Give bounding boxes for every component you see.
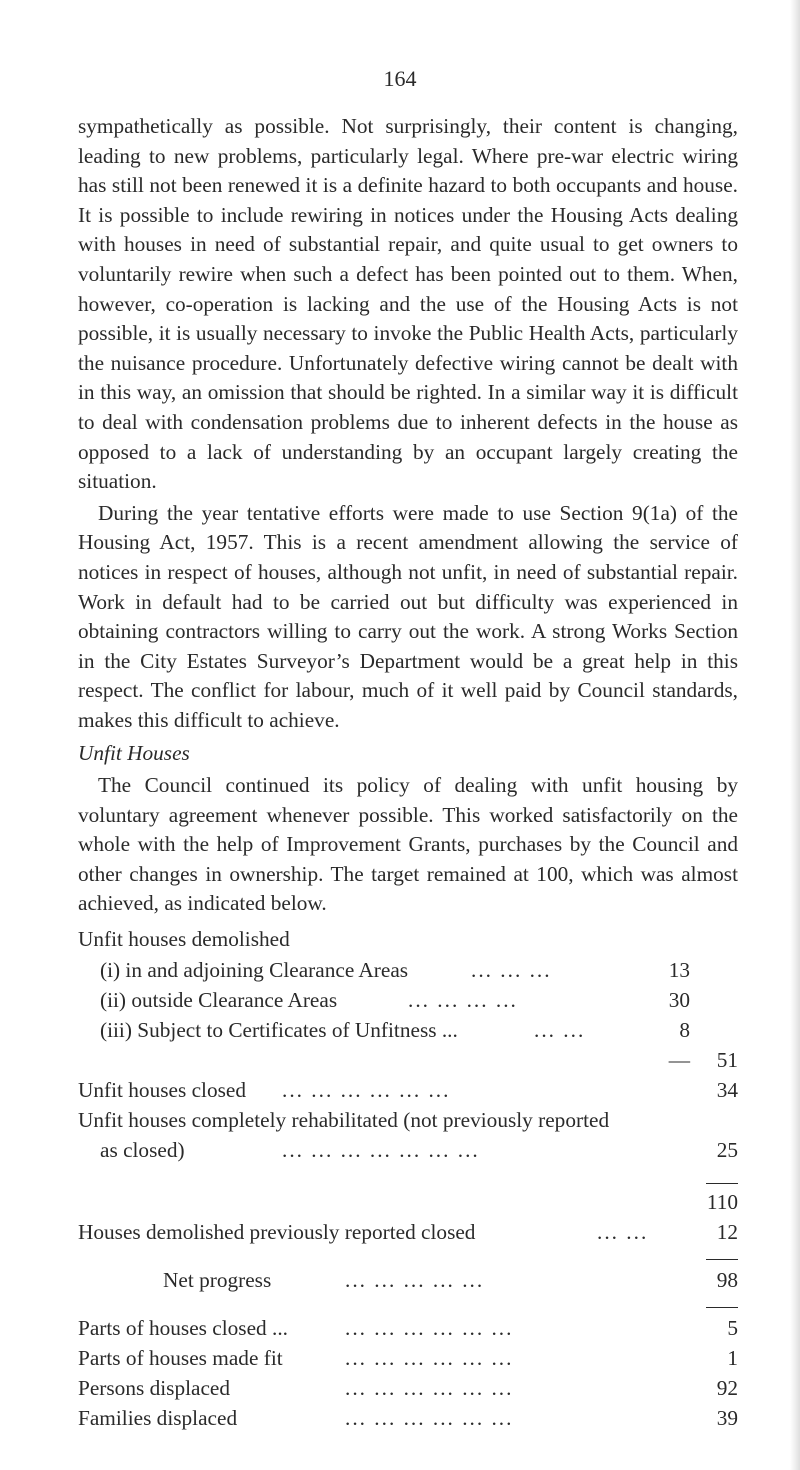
row-value: 34 (716, 1077, 738, 1102)
table-row (78, 985, 738, 1015)
section-heading: Unfit Houses (78, 741, 190, 766)
subtotal-value: 110 (706, 1189, 738, 1214)
row-value: 39 (716, 1405, 738, 1430)
row-label: Persons displaced (78, 1375, 231, 1400)
row-value: 13 (668, 957, 690, 982)
paragraph-unfit-houses: The Council continued its policy of dealing with unfit housing by voluntary agreement whenever possible. This worked satisfactorily on the whole with the help of Improvement Grants, purchases by the Council and other changes in ownership. The target remained at 100, which was almost achieved, as indicated below. (78, 773, 738, 916)
leader-dots: ... ... ... ... ... ... (282, 1077, 451, 1102)
subtotal-rule (706, 1183, 738, 1184)
paragraph-wiring: sympathetically as possible. Not surprisingly, their content is changing, leading to new problems, particularly legal. Where pre-war electric wiring has still not been renewed it is a definite hazard to both occupants and house. It is possible to include rewiring in notices under the Housing Acts dealing with houses in need of substantial repair, and quite usual to get owners to voluntarily rewire when such a defect has been pointed out to them. When, however, co-operation is lacking and the use of the Housing Acts is not possible, it is usually necessary to invoke the Public Health Acts, particularly the nuisance procedure. Unfortunately defective wiring cannot be dealt with in this way, an omission that should be righted. In a similar way it is difficult to deal with condensation problems due to inherent defects in the house as opposed to a lack of understanding by an occupant largely creating the situation. (78, 114, 738, 494)
table-row (78, 1217, 738, 1247)
table-row-subtotal (78, 1187, 738, 1217)
row-label: Parts of houses made fit (78, 1345, 283, 1370)
row-label: (i) in and adjoining Clearance Areas (100, 957, 409, 982)
paragraph-section-9: During the year tentative efforts were made to use Section 9(1a) of the Housing Act, 1957. This is a recent amendment allowing the service of notices in respect of houses, although not unfit, in need of substantial repair. Work in default had to be carried out but difficulty was experienced in obtaining contractors willing to carry out the work. A strong Works Section in the City Estates Surveyor’s Department would be a great help in this respect. The conflict for labour, much of it well paid by Council standards, makes this difficult to achieve. (78, 500, 738, 732)
leader-dots: ... ... (534, 1017, 586, 1042)
row-value: 1 (727, 1345, 738, 1370)
row-label: (iii) Subject to Certificates of Unfitness ... (100, 1017, 458, 1042)
net-rule (706, 1259, 738, 1260)
row-label: Unfit houses completely rehabilitated (not previously reported (78, 1107, 610, 1132)
row-value: 30 (668, 987, 690, 1012)
table-row-demolished-total (78, 1045, 738, 1075)
leader-dots: ... ... ... ... (408, 987, 518, 1012)
table-row (78, 1015, 738, 1045)
table-row (78, 1135, 738, 1165)
leader-dots: ... ... ... ... ... (345, 1267, 485, 1292)
leader-dots: ... ... ... (471, 957, 552, 982)
leader-dots: ... ... ... ... ... ... (345, 1315, 514, 1340)
table-row (78, 1105, 738, 1135)
row-label: (ii) outside Clearance Areas (100, 987, 338, 1012)
net-progress-label: Net progress (163, 1267, 272, 1292)
page-number: 164 (383, 66, 417, 91)
table-row (78, 955, 738, 985)
row-label: Houses demolished previously reported closed (78, 1219, 476, 1244)
row-label: Families displaced (78, 1405, 238, 1430)
row-value: 25 (716, 1137, 738, 1162)
page-content (78, 112, 738, 1433)
leader-dots: ... ... ... ... ... ... (345, 1345, 514, 1370)
table-row (78, 1313, 738, 1343)
row-value: 92 (716, 1375, 738, 1400)
row-label: Parts of houses closed ... (78, 1315, 288, 1340)
final-rule (706, 1307, 738, 1308)
leader-dots: ... ... ... ... ... ... ... (282, 1137, 480, 1162)
row-value: 12 (716, 1219, 738, 1244)
row-label: Unfit houses closed (78, 1077, 246, 1102)
net-progress-value: 98 (716, 1267, 738, 1292)
total-dash: — (668, 1047, 690, 1072)
leader-dots: ... ... ... ... ... ... (345, 1375, 514, 1400)
page-edge-shadow (790, 0, 800, 1470)
table-row (78, 1343, 738, 1373)
demolished-total: 51 (716, 1047, 738, 1072)
row-label: as closed) (100, 1137, 185, 1162)
table-row (78, 1403, 738, 1433)
table-row (78, 1075, 738, 1105)
leader-dots: ... ... (597, 1219, 649, 1244)
table-row (78, 1373, 738, 1403)
leader-dots: ... ... ... ... ... ... (345, 1405, 514, 1430)
row-value: 5 (727, 1315, 738, 1340)
row-value: 8 (679, 1017, 690, 1042)
table-title: Unfit houses demolished (78, 927, 290, 952)
table-row-net-progress (78, 1265, 738, 1295)
